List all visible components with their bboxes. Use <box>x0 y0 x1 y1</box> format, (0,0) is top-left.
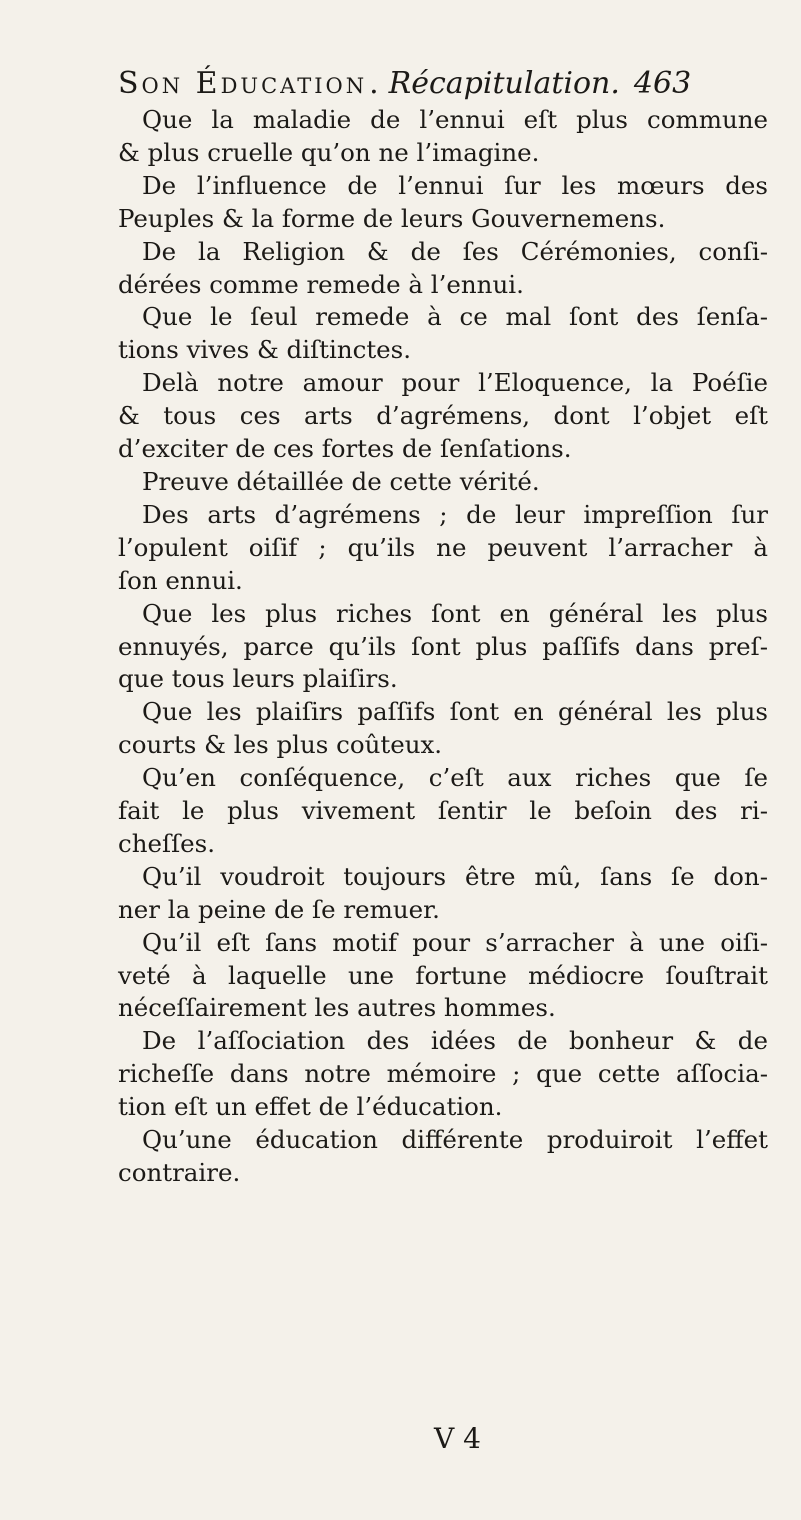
summary-paragraph <box>118 301 768 367</box>
text-line: Qu’en conſéquence, c’eſt aux riches que ſe <box>142 763 768 793</box>
text-line: & tous ces arts d’agrémens, dont l’objet eſt <box>118 401 768 431</box>
summary-paragraph <box>118 499 768 598</box>
summary-paragraph <box>118 1025 768 1124</box>
text-line: Que les plus riches ſont en général les plus <box>142 598 768 628</box>
text-line: Preuve détaillée de cette vérité. <box>142 466 540 496</box>
text-line: De la Religion & de ſes Cérémonies, conſi- <box>142 236 768 266</box>
text-line: Qu’une éducation différente produiroit l’effet <box>142 1125 768 1155</box>
text-line: que tous leurs plaiſirs. <box>118 664 398 694</box>
text-line: veté à laquelle une fortune médiocre ſouſtrait <box>118 960 768 990</box>
text-line: Peuples & la forme de leurs Gouvernemens. <box>118 203 666 233</box>
section-title: Récapitulation. <box>388 66 620 101</box>
text-line: Que les plaiſirs paſſifs ſont en général les plus <box>142 697 768 727</box>
summary-paragraph <box>118 466 768 499</box>
text-line: Que la maladie de l’ennui eſt plus commune <box>142 105 768 134</box>
text-line: Qu’il eſt ſans motif pour s’arracher à une oiſi- <box>142 927 768 957</box>
text-line: ner la peine de ſe remuer. <box>118 894 440 924</box>
text-line: tion eſt un effet de l’éducation. <box>118 1092 503 1122</box>
summary-paragraph <box>118 762 768 861</box>
summary-paragraph <box>118 598 768 697</box>
text-line: Delà notre amour pour l’Eloquence, la Poéſie <box>142 368 768 398</box>
summary-paragraph <box>118 170 768 236</box>
text-line: ennuyés, parce qu’ils ſont plus paſſifs dans preſ- <box>118 631 768 661</box>
text-line: l’opulent oiſif ; qu’ils ne peuvent l’arracher à <box>118 532 768 562</box>
text-line: tions vives & diſtinctes. <box>118 335 412 365</box>
header-separator: . <box>369 66 379 101</box>
text-line: dérées comme remede à l’ennui. <box>118 269 524 299</box>
summary-paragraph <box>118 1124 768 1190</box>
text-line: ſon ennui. <box>118 565 243 595</box>
text-line: De l’influence de l’ennui ſur les mœurs des <box>142 170 768 200</box>
text-line: courts & les plus coûteux. <box>118 730 443 760</box>
signature-mark: V 4 <box>434 1422 481 1455</box>
summary-paragraph <box>118 696 768 762</box>
summary-paragraph <box>118 927 768 1026</box>
text-line: d’exciter de ces fortes de ſenſations. <box>118 434 572 464</box>
text-line: fait le plus vivement ſentir le beſoin des ri- <box>118 796 768 826</box>
text-line: contraire. <box>118 1158 241 1187</box>
text-line: cheſſes. <box>118 828 215 858</box>
page-number: 463 <box>633 66 692 101</box>
text-line: néceſſairement les autres hommes. <box>118 993 556 1023</box>
summary-paragraph <box>118 367 768 466</box>
running-title: Son Éducation <box>118 66 368 101</box>
page-header <box>118 62 758 106</box>
summary-paragraph <box>118 236 768 302</box>
text-line: Qu’il voudroit toujours être mû, ſans ſe don- <box>142 861 768 891</box>
text-line: Des arts d’agrémens ; de leur impreſſion ſur <box>142 499 768 529</box>
summary-paragraph <box>118 861 768 927</box>
summary-text <box>118 104 768 1190</box>
text-line: De l’aſſociation des idées de bonheur & de <box>142 1026 768 1056</box>
text-line: & plus cruelle qu’on ne l’imagine. <box>118 137 540 167</box>
text-line: Que le ſeul remede à ce mal ſont des ſenſa- <box>142 302 768 332</box>
text-line: richeſſe dans notre mémoire ; que cette aſſocia- <box>118 1059 768 1089</box>
summary-paragraph <box>118 104 768 170</box>
